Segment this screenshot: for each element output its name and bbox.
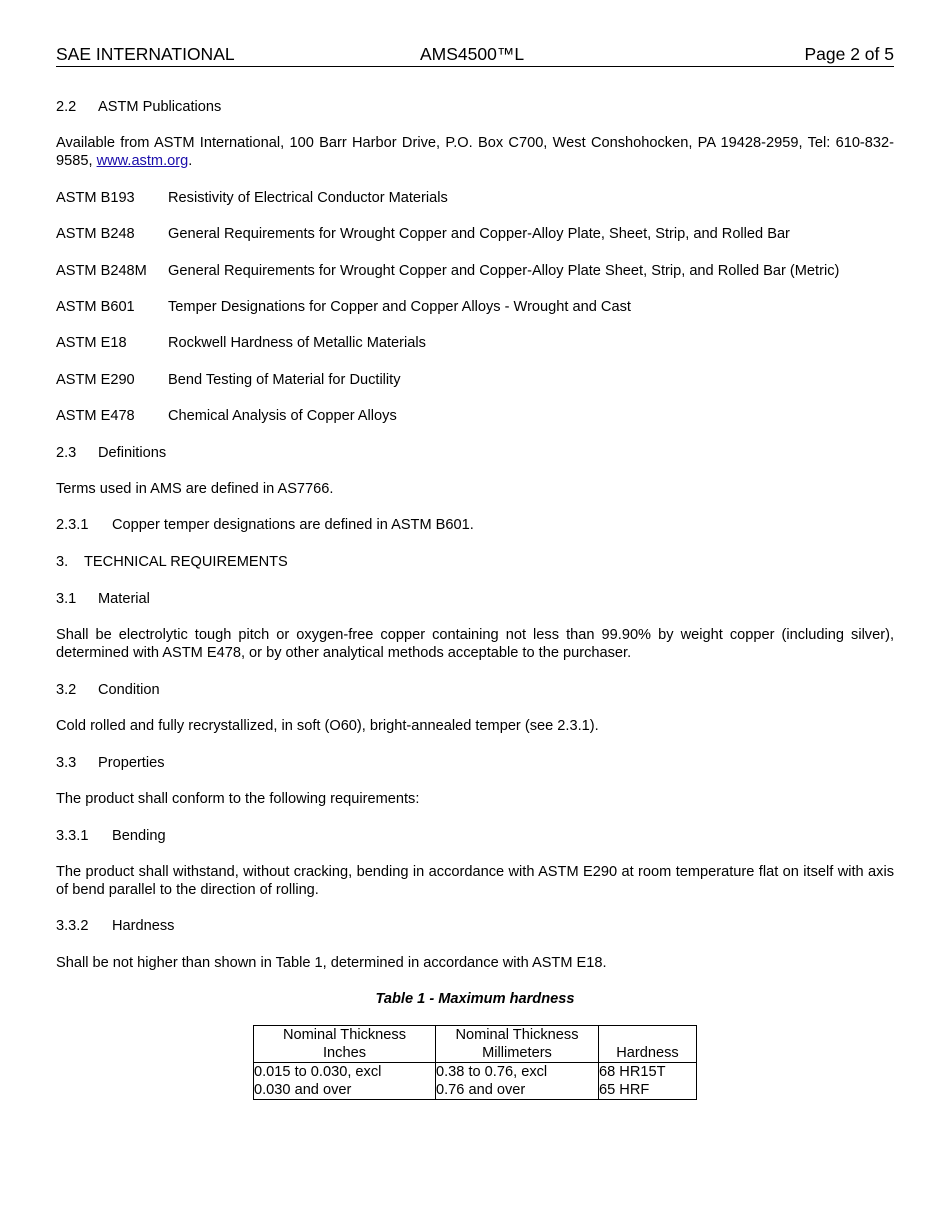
paragraph-text: Copper temper designations are defined in ASTM B601. xyxy=(112,517,474,533)
section-number: 2.3 xyxy=(56,445,77,461)
section-number: 3.3.2 xyxy=(56,918,89,934)
reference-astm-e18 xyxy=(56,334,426,352)
reference-title: General Requirements for Wrought Copper and Copper-Alloy Plate Sheet, Strip, and Rolled Bar (Metric) xyxy=(168,263,840,279)
reference-code: ASTM B601 xyxy=(56,299,135,315)
material-paragraph: Shall be electrolytic tough pitch or oxygen-free copper containing not less than 99.90% by weight copper (including silver), determined with ASTM E478, or by other analytical methods acceptable to the purchaser. xyxy=(56,627,894,661)
table-caption: Table 1 - Maximum hardness xyxy=(375,991,575,1007)
definitions-paragraph: Terms used in AMS are defined in AS7766. xyxy=(56,481,334,497)
section-number: 3.1 xyxy=(56,591,77,607)
reference-title: Chemical Analysis of Copper Alloys xyxy=(168,408,397,424)
reference-code: ASTM E290 xyxy=(56,372,135,388)
section-number: 2.2 xyxy=(56,99,77,115)
reference-code: ASTM B193 xyxy=(56,190,135,206)
reference-astm-b601 xyxy=(56,298,631,316)
section-title: Bending xyxy=(112,828,166,844)
astm-website-link[interactable]: www.astm.org xyxy=(96,153,189,169)
astm-availability-paragraph xyxy=(56,134,894,170)
heading-3-3-2 xyxy=(56,917,174,935)
cell-hardness: 68 HR15T xyxy=(599,1063,697,1082)
availability-text: Available from ASTM International, 100 Barr Harbor Drive, P.O. Box C700, West Conshohocken, PA 19428-2959, Tel: 610-832-9585, xyxy=(56,135,894,169)
cell-millimeters: 0.38 to 0.76, excl xyxy=(436,1063,599,1082)
reference-astm-b248 xyxy=(56,225,790,243)
reference-code: ASTM E18 xyxy=(56,335,127,351)
condition-paragraph: Cold rolled and fully recrystallized, in soft (O60), bright-annealed temper (see 2.3.1). xyxy=(56,718,599,734)
cell-millimeters: 0.76 and over xyxy=(436,1081,599,1100)
cell-hardness: 65 HRF xyxy=(599,1081,697,1100)
paragraph-2-3-1 xyxy=(56,516,474,534)
reference-title: Resistivity of Electrical Conductor Materials xyxy=(168,190,448,206)
heading-3-2 xyxy=(56,681,160,699)
header-hardness: Hardness xyxy=(599,1026,697,1063)
section-title: Material xyxy=(98,591,150,607)
header-thickness-inches: Nominal Thickness Inches xyxy=(254,1026,436,1063)
heading-2-2 xyxy=(56,98,221,116)
reference-code: ASTM E478 xyxy=(56,408,135,424)
heading-2-3 xyxy=(56,444,166,462)
section-number: 3.2 xyxy=(56,682,77,698)
page-header xyxy=(56,44,894,67)
section-number: 3.3 xyxy=(56,755,77,771)
table-header-row xyxy=(254,1026,697,1063)
hardness-paragraph: Shall be not higher than shown in Table 1, determined in accordance with ASTM E18. xyxy=(56,955,607,971)
cell-inches: 0.015 to 0.030, excl xyxy=(254,1063,436,1082)
reference-title: Temper Designations for Copper and Copper Alloys - Wrought and Cast xyxy=(168,299,631,315)
table-row xyxy=(254,1081,697,1100)
section-number: 3.3.1 xyxy=(56,828,89,844)
header-org: SAE INTERNATIONAL xyxy=(56,44,235,64)
heading-3-3 xyxy=(56,754,165,772)
reference-astm-b193 xyxy=(56,189,448,207)
reference-astm-e478 xyxy=(56,407,397,425)
section-title: Hardness xyxy=(112,918,175,934)
reference-astm-e290 xyxy=(56,371,401,389)
bending-paragraph: The product shall withstand, without cracking, bending in accordance with ASTM E290 at room temperature flat on itself with axis of bend parallel to the direction of rolling. xyxy=(56,864,894,898)
reference-title: Rockwell Hardness of Metallic Materials xyxy=(168,335,426,351)
reference-astm-b248m xyxy=(56,262,839,280)
section-title: TECHNICAL REQUIREMENTS xyxy=(84,554,288,570)
properties-paragraph: The product shall conform to the following requirements: xyxy=(56,791,420,807)
hardness-table xyxy=(253,1025,697,1100)
section-title: ASTM Publications xyxy=(98,99,222,115)
availability-end: . xyxy=(188,153,193,169)
section-title: Properties xyxy=(98,755,165,771)
section-title: Condition xyxy=(98,682,160,698)
section-title: Definitions xyxy=(98,445,167,461)
table-row xyxy=(254,1063,697,1082)
heading-3-1 xyxy=(56,590,150,608)
reference-code: ASTM B248 xyxy=(56,226,135,242)
header-page-number: Page 2 of 5 xyxy=(804,44,894,64)
reference-code: ASTM B248M xyxy=(56,263,147,279)
cell-inches: 0.030 and over xyxy=(254,1081,436,1100)
heading-3 xyxy=(56,553,288,571)
reference-title: General Requirements for Wrought Copper and Copper-Alloy Plate, Sheet, Strip, and Rolled Bar xyxy=(168,226,790,242)
section-number: 3. xyxy=(56,554,69,570)
section-number: 2.3.1 xyxy=(56,517,89,533)
reference-title: Bend Testing of Material for Ductility xyxy=(168,372,401,388)
header-doc-number: AMS4500™L xyxy=(420,44,525,64)
header-thickness-millimeters: Nominal Thickness Millimeters xyxy=(436,1026,599,1063)
heading-3-3-1 xyxy=(56,827,166,845)
